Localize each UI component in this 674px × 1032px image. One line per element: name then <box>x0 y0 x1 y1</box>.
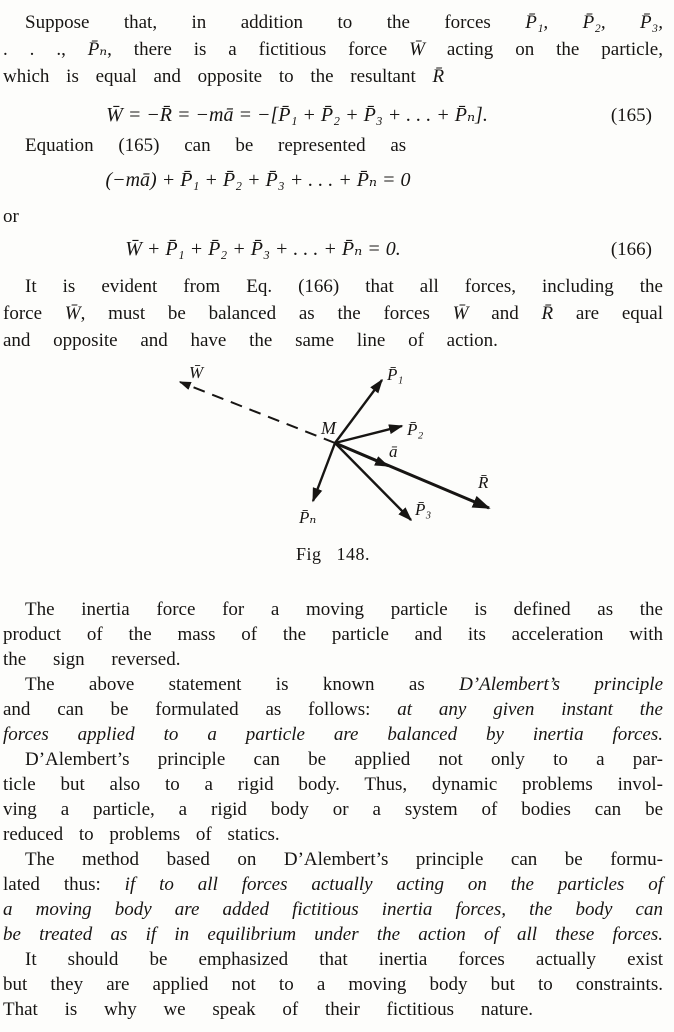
text-run: reduced to problems of statics. <box>3 824 280 845</box>
text-line <box>3 972 663 997</box>
math-run: R̄ <box>432 66 445 87</box>
vector-pn-arrow <box>313 443 335 501</box>
book-page <box>0 9 674 1032</box>
text-run: and can be formulated as follows: <box>3 699 398 720</box>
label-p3-vector: P̄₃ <box>415 500 432 519</box>
lower-text-block <box>3 597 663 1022</box>
text-line: Equation (165) can be represented as <box>25 135 407 156</box>
text-run: The method based on D’Alembert’s principle can be formu- <box>25 849 663 870</box>
math-run: R̄ <box>541 303 554 324</box>
text-line <box>3 647 663 672</box>
figure-148 <box>143 362 523 566</box>
text-run: which is equal and opposite to the resultant <box>3 66 433 87</box>
text-run: Suppose that, in addition to the forces <box>25 12 526 33</box>
math-run: P̄ₙ <box>87 39 108 60</box>
text-run: , must be balanced as the forces <box>80 303 453 324</box>
math-run: W̄ <box>64 303 81 324</box>
text-line <box>3 622 663 647</box>
equation-body: W̄ + P̄₁ + P̄₂ + P̄₃ + . . . + P̄ₙ = 0. <box>125 238 401 260</box>
text-line: or <box>3 206 19 227</box>
text-run: force <box>3 303 65 324</box>
vector-w-dashed-arrow <box>180 382 335 443</box>
italic-run: if to all forces actually acting on the particles of <box>124 874 663 895</box>
label-a-vector: ā <box>389 442 398 461</box>
text-line <box>3 997 663 1022</box>
text-line <box>3 300 663 327</box>
math-run: P̄₁, P̄₂, P̄₃, <box>525 12 663 33</box>
text-run: lated thus: <box>3 874 125 895</box>
text-run: but they are applied not to a moving body but to constraints. <box>3 974 663 995</box>
italic-run: D’Alembert’s principle <box>459 674 663 695</box>
label-pn-vector: P̄ₙ <box>299 508 317 527</box>
text-line <box>3 797 663 822</box>
equation-body: (−mā) + P̄₁ + P̄₂ + P̄₃ + . . . + P̄ₙ = 0 <box>105 169 411 191</box>
text-line <box>3 722 663 747</box>
text-line <box>3 872 663 897</box>
paragraph-inertia-emphasis <box>3 947 663 1022</box>
text-line <box>3 672 663 697</box>
label-w-vector: W̄ <box>189 363 204 382</box>
text-line <box>3 9 663 36</box>
paragraph-dalembert-application <box>3 747 663 847</box>
math-run: W̄ <box>409 39 425 60</box>
text-line <box>3 772 663 797</box>
vector-p3-arrow <box>335 443 411 520</box>
text-run: It should be emphasized that inertia forces actually exist <box>25 949 663 970</box>
text-run: ticle but also to a rigid body. Thus, dynamic problems invol- <box>3 774 663 795</box>
vector-a-arrow <box>335 443 388 466</box>
paragraph-inertia-definition <box>3 597 663 672</box>
text-run: The above statement is known as <box>25 674 460 695</box>
text-line <box>3 63 663 90</box>
text-line <box>3 273 663 300</box>
text-run: the sign reversed. <box>3 649 181 670</box>
equation-number: (166) <box>610 239 652 260</box>
text-line <box>3 36 663 63</box>
label-p2-vector: P̄₂ <box>407 420 424 439</box>
paragraph-dalembert-method <box>3 847 663 947</box>
equation-body: W̄ = −R̄ = −mā = −[P̄₁ + P̄₂ + P̄₃ + . . . + P̄ₙ]. <box>106 104 488 126</box>
figure-caption: Fig 148. <box>295 544 370 564</box>
label-p1-vector: P̄₁ <box>387 365 404 384</box>
text-column <box>0 9 674 1022</box>
label-point-m: M <box>321 418 336 438</box>
text-line <box>3 947 663 972</box>
text-line <box>3 747 663 772</box>
text-run: ving a particle, a rigid body or a system of bodies can be <box>3 799 663 820</box>
math-run: W̄ <box>452 303 469 324</box>
equation-resultant-zero <box>3 165 663 195</box>
text-run: acting on the particle, <box>424 39 663 60</box>
text-run: and <box>468 303 542 324</box>
text-run: It is evident from Eq. (166) that all forces, including the <box>25 276 663 297</box>
text-line <box>3 847 663 872</box>
text-line <box>3 897 663 922</box>
paragraph-dalembert-statement <box>3 672 663 747</box>
text-run: , there is a fictitious force <box>107 39 410 60</box>
equation-165 <box>3 100 663 130</box>
paragraph-evident-eq166 <box>3 273 663 354</box>
text-run: product of the mass of the particle and its acceleration with <box>3 624 663 645</box>
text-run: and opposite and have the same line of action. <box>3 330 498 351</box>
text-line <box>3 597 663 622</box>
text-run: The inertia force for a moving particle is defined as the <box>25 599 663 620</box>
text-line <box>3 822 663 847</box>
connector-word <box>3 203 663 230</box>
text-run: D’Alembert’s principle can be applied not only to a par- <box>25 749 663 770</box>
force-diagram <box>143 362 523 534</box>
label-r-vector: R̄ <box>478 473 489 492</box>
italic-run: be treated as if in equilibrium under the action of all these forces. <box>3 924 663 945</box>
equation-number: (165) <box>610 105 652 126</box>
paragraph-equation-intro <box>3 132 663 159</box>
italic-run: at any given instant the <box>397 699 663 720</box>
text-run: are equal <box>553 303 663 324</box>
text-run: That is why we speak of their fictitious nature. <box>3 999 534 1020</box>
text-line <box>3 697 663 722</box>
paragraph-suppose-forces <box>3 9 663 90</box>
italic-run: forces applied to a particle are balanced by inertia forces. <box>3 724 663 745</box>
equation-166 <box>3 234 663 264</box>
text-run: . . ., <box>3 39 88 60</box>
text-line <box>3 922 663 947</box>
italic-run: a moving body are added fictitious inertia forces, the body can <box>3 899 663 920</box>
text-line <box>3 327 663 354</box>
